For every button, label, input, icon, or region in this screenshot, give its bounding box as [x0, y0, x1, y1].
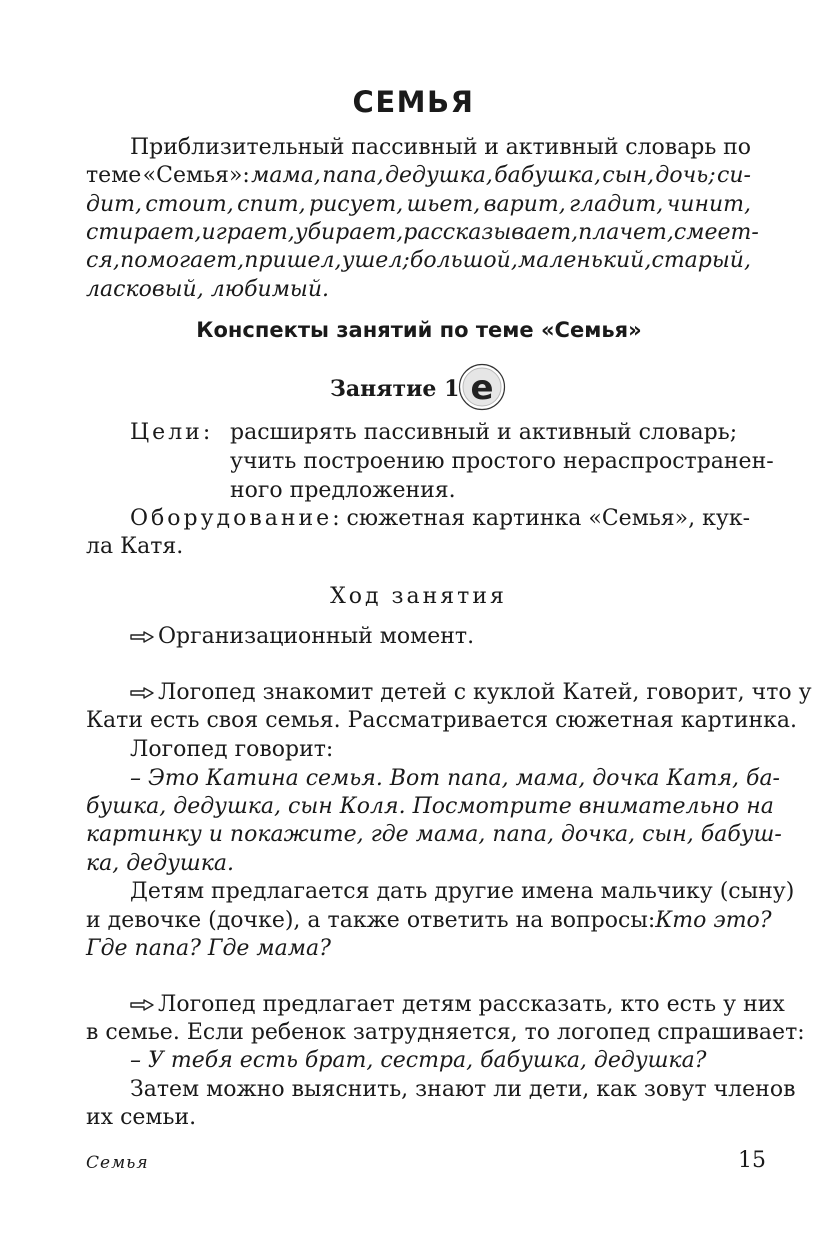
vocab-word: маленький,	[518, 248, 652, 273]
vocab-word: теме	[86, 163, 142, 188]
names-line-1: Детям предлагается дать другие имена мальчику (сыну)	[130, 879, 795, 904]
vocab-word: убирает,	[294, 220, 404, 245]
vocab-word: мама,	[251, 163, 321, 188]
step-2-line-3: Логопед говорит:	[130, 737, 334, 762]
vocab-word: Приблизительный	[130, 135, 345, 160]
speech-line-1: – Это Катина семья. Вот папа, мама, дочка Катя, ба-	[130, 766, 780, 791]
vocab-word: бабушка,	[494, 163, 602, 188]
pointing-hand-icon	[130, 998, 154, 1012]
vocab-word: и	[484, 135, 499, 160]
pointing-hand-icon	[130, 630, 154, 644]
page-title: СЕМЬЯ	[352, 85, 475, 119]
vocab-word: плачет,	[578, 220, 674, 245]
goals-line-2: учить построению простого нераспространен-	[230, 449, 774, 474]
vocab-line	[86, 218, 759, 248]
vocab-word: варит,	[483, 192, 566, 217]
speech-line-2: бушка, дедушка, сын Коля. Посмотрите внимательно на	[86, 794, 774, 819]
step-3-line-5: их семьи.	[86, 1105, 197, 1130]
section-subtitle: Конспекты занятий по теме «Семья»	[196, 318, 642, 342]
vocab-word: ся,	[86, 248, 120, 273]
equipment-label: Оборудование:	[130, 506, 343, 531]
vocab-word: сын,	[602, 163, 655, 188]
vocab-line	[130, 133, 751, 163]
vocab-word: рисует,	[309, 192, 404, 217]
vocab-word: чинит,	[666, 192, 751, 217]
vocab-word: помогает,	[120, 248, 245, 273]
vocab-line	[86, 246, 751, 276]
vocab-line	[86, 275, 329, 305]
vocab-word: «Семья»:	[142, 163, 250, 188]
vocab-word: ушел;	[341, 248, 410, 273]
footer-section-name: Семья	[86, 1153, 149, 1173]
vocab-word: ласковый,	[86, 277, 211, 302]
vocab-word: рассказывает,	[403, 220, 579, 245]
speech-line-4: ка, дедушка.	[86, 851, 234, 876]
goals-line-1: расширять пассивный и активный словарь;	[230, 420, 738, 445]
vocab-word: си-	[717, 163, 751, 188]
names-line-3: Где папа? Где мама?	[86, 936, 331, 961]
goals-line-3: ного предложения.	[230, 478, 456, 503]
lesson-title: Занятие 1	[330, 376, 460, 402]
step-2-line-2: Кати есть своя семья. Рассматривается сюжетная картинка.	[86, 708, 798, 733]
vocab-word: дочь;	[655, 163, 716, 188]
electronic-resource-icon	[458, 363, 506, 411]
page-number: 15	[738, 1148, 766, 1173]
vocab-word: большой,	[409, 248, 518, 273]
vocab-word: дедушка,	[385, 163, 493, 188]
equipment-text: сюжетная картинка «Семья», кук-	[346, 506, 750, 531]
equipment-line-2: ла Катя.	[86, 534, 184, 559]
goals-label: Цели:	[130, 420, 214, 445]
vocab-line	[86, 190, 751, 220]
speech-line-3: картинку и покажите, где мама, папа, дочка, сын, бабуш-	[86, 822, 782, 847]
step-organizational: Организационный момент.	[130, 622, 474, 652]
vocab-word: спит,	[237, 192, 306, 217]
step-2-line-1: Логопед знакомит детей с куклой Катей, говорит, что у	[130, 678, 751, 708]
icon-letter: e	[470, 368, 494, 408]
step-3-line-1: Логопед предлагает детям рассказать, кто есть у них	[130, 990, 751, 1020]
vocab-word: гладит,	[569, 192, 664, 217]
vocab-word: стоит,	[145, 192, 234, 217]
step-3-line-4: Затем можно выяснить, знают ли дети, как зовут членов	[130, 1077, 796, 1102]
vocab-word: смеет-	[673, 220, 759, 245]
vocab-word: пришел,	[244, 248, 342, 273]
vocab-word: любимый.	[210, 277, 330, 302]
vocab-word: по	[723, 135, 751, 160]
names-line-2: и девочке (дочке), а также ответить на вопросы: Кто это?	[86, 908, 772, 933]
vocab-word: играет,	[201, 220, 295, 245]
vocab-word: дит,	[86, 192, 142, 217]
vocab-word: стирает,	[86, 220, 202, 245]
vocab-word: старый,	[651, 248, 751, 273]
vocab-line	[86, 161, 751, 191]
vocab-word: словарь	[625, 135, 717, 160]
step-3-line-2: в семье. Если ребенок затрудняется, то логопед спрашивает:	[86, 1020, 805, 1045]
pointing-hand-icon	[130, 686, 154, 700]
vocab-word: пассивный	[351, 135, 478, 160]
vocab-word: папа,	[322, 163, 384, 188]
equipment-line-1	[130, 504, 750, 534]
vocab-word: активный	[505, 135, 619, 160]
progress-title: Ход занятия	[330, 584, 507, 609]
step-3-question: – У тебя есть брат, сестра, бабушка, дедушка?	[130, 1048, 707, 1073]
vocab-word: шьет,	[406, 192, 481, 217]
